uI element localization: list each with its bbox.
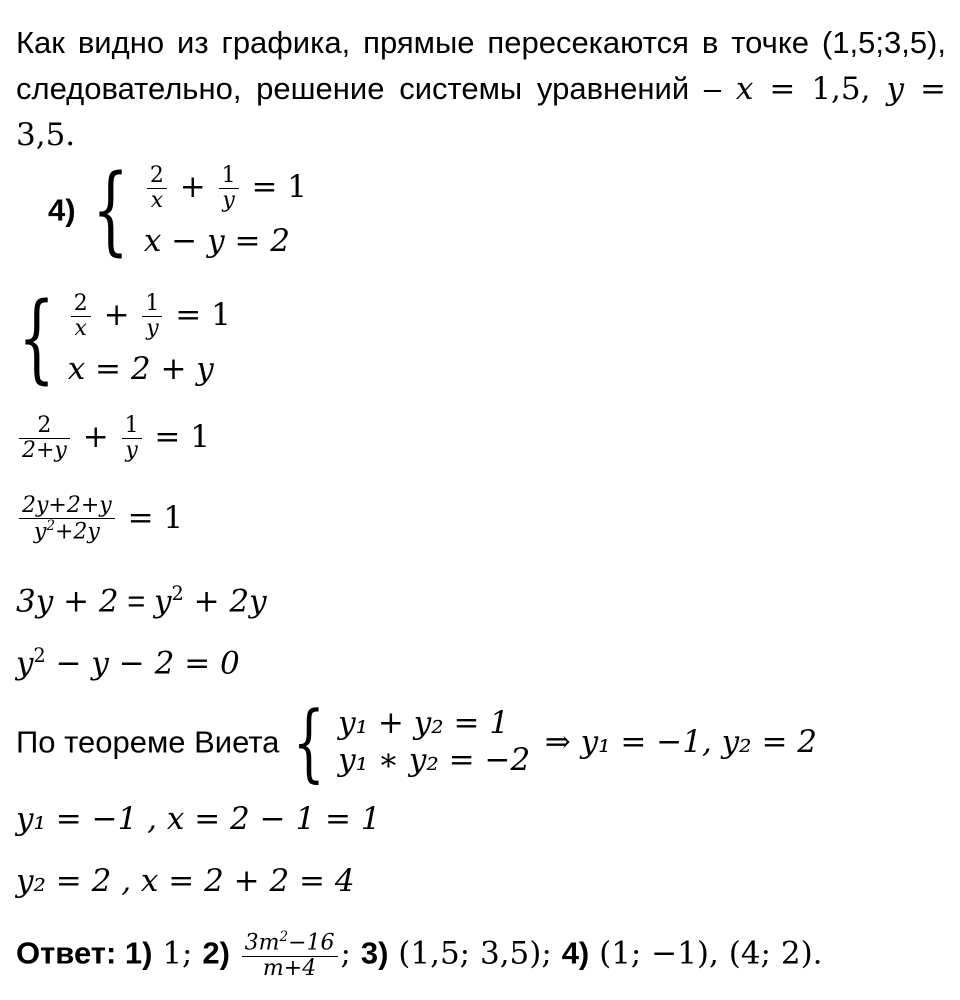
answer-p3: 3): [360, 935, 389, 971]
intro-eq1: = 1,5,: [753, 71, 887, 107]
step2-frac: $\frac{2y+2+y}{y^2+2y}$: [19, 494, 115, 545]
step1-frac2: $\frac{1}{y}$: [122, 414, 142, 463]
vieta-brace: {: [292, 693, 325, 791]
answer-v4: (1; −1), (4; 2).: [589, 935, 823, 972]
answer-fraction: $\frac{3m^2-16}{m+4}$: [242, 930, 338, 981]
system2-brace: {: [18, 282, 55, 394]
answer-p1: 1): [124, 935, 153, 971]
system-brace: {: [92, 154, 130, 266]
intro-text: Как видно из графика, прямые пересекаются в точке (1,5;3,5), следовательно, решение системы уравнений: [16, 25, 946, 106]
task-label: 4): [48, 192, 76, 228]
step-1: $\frac{2}{2+y}$ + $\frac{1}{y}$ = 1: [16, 414, 210, 463]
intro-y: y: [886, 71, 904, 107]
step2-rhs: = 1: [127, 499, 184, 536]
system2-lines: $\frac{2}{x}$ + $\frac{1}{y}$ = 1 x = 2 + y: [67, 290, 231, 387]
task-system-lines: [144, 164, 307, 257]
step-2: [16, 494, 183, 545]
task-line2: x − y = 2: [143, 222, 290, 259]
step4-rest: − y − 2 = 0: [45, 645, 240, 682]
sys2-frac2: $\frac{1}{y}$: [142, 292, 162, 341]
step1-rhs: = 1: [154, 419, 210, 456]
sys2-frac1: $\frac{2}{x}$: [71, 292, 91, 341]
vieta-l1: y₁ + y₂ = 1: [338, 705, 510, 741]
intro-dash: –: [703, 71, 722, 106]
sys2-line2: x = 2 + y: [67, 350, 214, 387]
task-rhs: = 1: [251, 168, 308, 205]
task-frac1: $\frac{2}{x}$: [147, 164, 167, 213]
answer-sep2: ;: [340, 935, 361, 972]
answer-p2: 2): [202, 935, 230, 971]
vieta-system: [338, 705, 531, 778]
step1-frac1: $\frac{2}{2+y}$: [19, 414, 70, 463]
answer-p4: 4): [561, 935, 590, 971]
vieta-result: ⇒ y₁ = −1, y₂ = 2: [544, 723, 818, 760]
solution-1: y₁ = −1 , x = 2 − 1 = 1: [16, 801, 381, 837]
step-3: $3y + 2 = y^2 + 2y$: [16, 582, 267, 620]
step3-lhs: 3y + 2: [16, 583, 119, 620]
sys2-rhs: = 1: [175, 296, 231, 333]
vieta-label: По теореме Виета: [16, 724, 280, 760]
vieta-l2: y₁ ∗ y₂ = −2: [338, 742, 531, 778]
answer-v1: 1;: [152, 935, 203, 972]
vieta-line: [16, 693, 818, 791]
answer-v3: (1,5; 3,5);: [388, 935, 562, 972]
solution-2: y₂ = 2 , x = 2 + 2 = 4: [16, 863, 355, 899]
answer-label: Ответ:: [16, 935, 117, 971]
intro-x: x: [735, 71, 754, 107]
step3-eq: =: [118, 583, 154, 619]
intro-paragraph: [16, 20, 946, 158]
answer-line: [16, 930, 823, 981]
step-4: $y^2 - y - 2 = 0$: [16, 644, 240, 682]
system-2: [16, 282, 231, 394]
task-4-system: [48, 154, 308, 266]
task-frac2: $\frac{1}{y}$: [219, 164, 239, 213]
intro-eq2: = 3,5.: [16, 71, 946, 153]
task-plus: +: [179, 168, 206, 205]
